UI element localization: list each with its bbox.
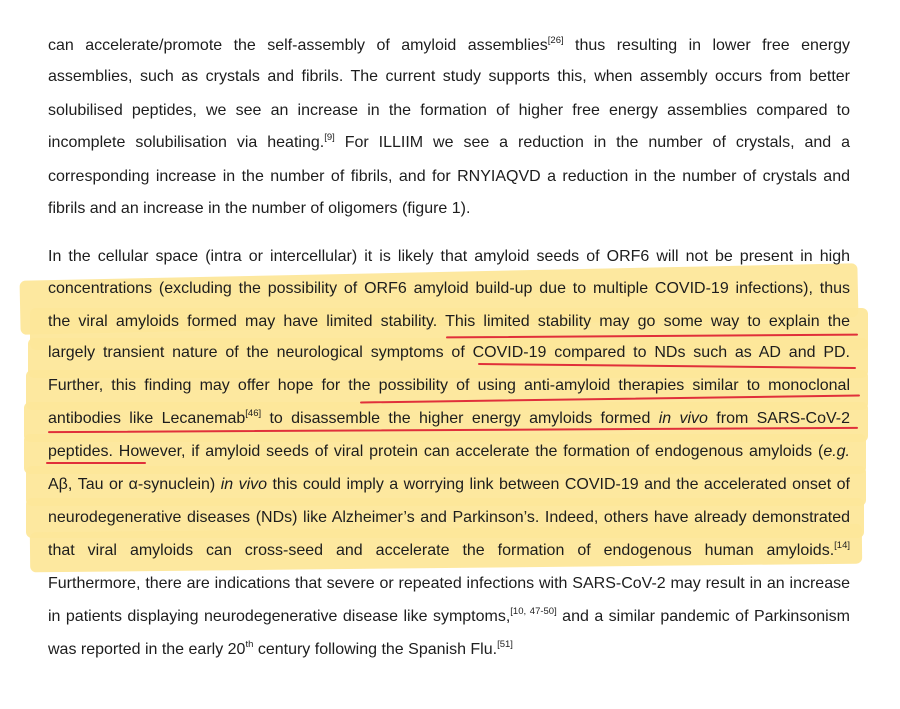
text-line: incomplete solubilisation via heating.[9] For ILLIIM we see a reduction in the number of crystals, and a xyxy=(48,132,850,151)
text-line: peptides. However, if amyloid seeds of viral protein can accelerate the formation of endogenous amyloids (e.g. xyxy=(48,443,850,460)
text-line: in patients displaying neurodegenerative disease like symptoms,[10, 47-50] and a similar pandemic of Parkinsonism xyxy=(48,606,851,625)
text-line: assemblies, such as crystals and fibrils. The current study supports this, when assembly occurs from better xyxy=(48,68,850,85)
text-line: concentrations (excluding the possibility of ORF6 amyloid build-up due to multiple COVID-19 infections), thus xyxy=(48,280,850,297)
text-line: antibodies like Lecanemab[46] to disassemble the higher energy amyloids formed in vivo from SARS-CoV-2 xyxy=(48,408,851,427)
text-line: In the cellular space (intra or intercellular) it is likely that amyloid seeds of ORF6 will not be present in high xyxy=(48,248,850,265)
text-line: solubilised peptides, we see an increase in the formation of higher free energy assemblies compared to xyxy=(48,102,850,119)
citation: [46] xyxy=(245,408,262,419)
text-line: largely transient nature of the neurological symptoms of COVID-19 compared to NDs such as AD and PD. xyxy=(48,344,850,361)
citation: [14] xyxy=(834,540,850,551)
text-line: fibrils and an increase in the number of oligomers (figure 1). xyxy=(48,200,471,217)
text-line: neurodegenerative diseases (NDs) like Alzheimer’s and Parkinson’s. Indeed, others have already demonstrated xyxy=(48,509,850,526)
citation: [51] xyxy=(497,639,513,650)
text-line: Further, this finding may offer hope for the possibility of using anti-amyloid therapies similar to monoclonal xyxy=(48,377,850,394)
text-line: corresponding increase in the number of fibrils, and for RNYIAQVD a reduction in the number of crystals and xyxy=(48,168,850,185)
text-line: can accelerate/promote the self-assembly of amyloid assemblies[26] thus resulting in lower free energy xyxy=(48,35,850,54)
text-line: the viral amyloids formed may have limited stability. This limited stability may go some way to explain the xyxy=(48,313,850,330)
text-line: Aβ, Tau or α-synuclein) in vivo this could imply a worrying link between COVID-19 and the accelerated onset of xyxy=(48,476,850,493)
citation: [9] xyxy=(324,132,335,143)
superscript: th xyxy=(245,639,254,650)
text-line: that viral amyloids can cross-seed and accelerate the formation of endogenous human amyloids.[14] xyxy=(48,540,850,559)
text-line: Furthermore, there are indications that severe or repeated infections with SARS-CoV-2 may result in an increase xyxy=(48,575,850,592)
text-line: was reported in the early 20th century following the Spanish Flu.[51] xyxy=(48,639,513,658)
citation: [26] xyxy=(547,35,564,46)
citation: [10, 47-50] xyxy=(510,606,557,617)
